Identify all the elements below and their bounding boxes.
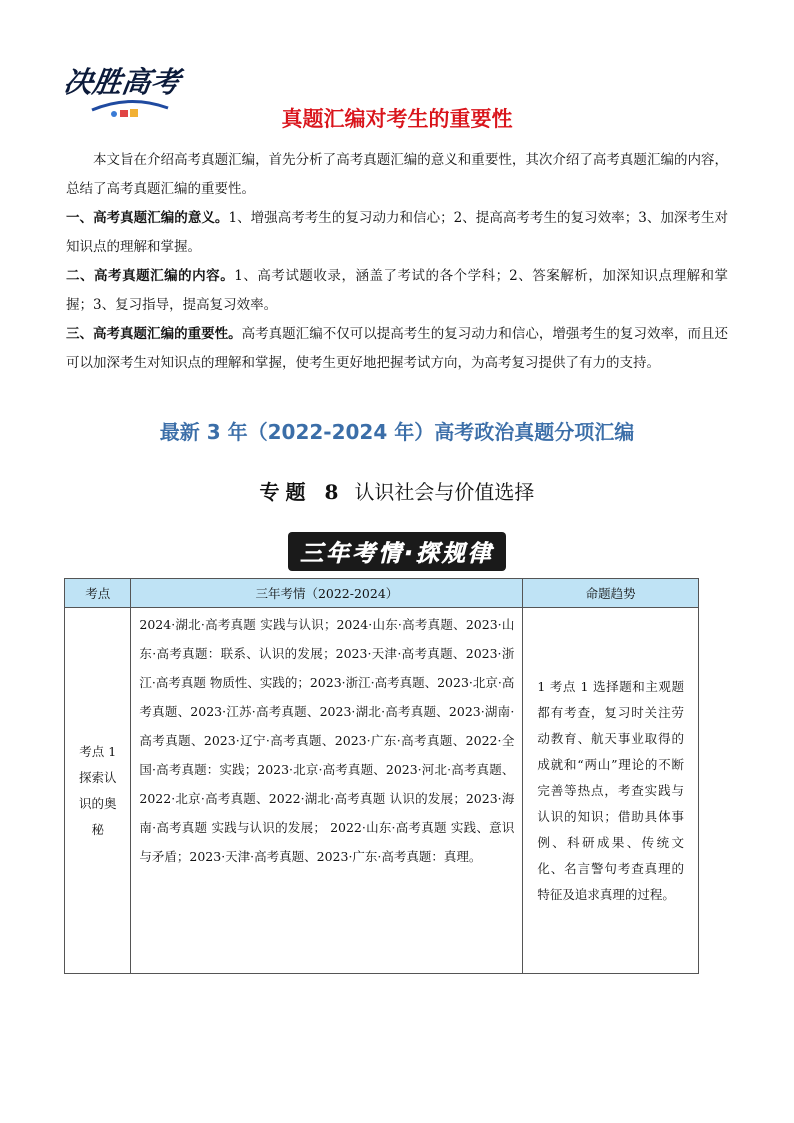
intro-section (66, 146, 728, 378)
header-point: 考点 (65, 579, 131, 608)
cell-trend: 1 考点 1 选择题和主观题都有考查，复习时关注劳动教育、航天事业取得的成就和“两山”理论的不断完善等热点，考查实践与认识的知识；借助具体事例、科研成果、传统文化、名言警句考查真理的特征及追求真理的过程。 (523, 608, 699, 974)
section-heading: 二、高考真题汇编的内容。 (66, 268, 235, 284)
page-title: 真题汇编对考生的重要性 (281, 107, 513, 131)
intro-paragraph: 本文旨在介绍高考真题汇编，首先分析了高考真题汇编的意义和重要性，其次介绍了高考真题汇编的内容，总结了高考真题汇编的重要性。 (66, 152, 728, 197)
section-heading: 三、高考真题汇编的重要性。 (66, 326, 242, 342)
cell-years: 2024·湖北·高考真题 实践与认识；2024·山东·高考真题、2023·山东·高考真题：联系、认识的发展；2023·天津·高考真题、2023·浙江·高考真题 物质性、实践的；2023·浙江·高考真题、2023·北京·高考真题、2023·江苏·高考真题、2023·湖北·高考真题、2023·湖南·高考真题、2023·辽宁·高考真题、2023·广东·高考真题、2022·全国·高考真题：实践；2023·北京·高考真题、2023·河北·高考真题、2022·北京·高考真题、2022·湖北·高考真题 认识的发展；2023·海南·高考真题 实践与认识的发展； 2022·山东·高考真题 实践、意识与矛盾；2023·天津·高考真题、2023·广东·高考真题：真理。 (131, 608, 523, 974)
intro-section-1 (66, 204, 728, 262)
topic-label: 专题 8 (259, 480, 345, 504)
logo-text: 决胜高考 (61, 65, 183, 99)
section-body: 1、高考试题收录，涵盖了考试的各个学科；2、答案解析，加深知识点理解和掌握；3、复习指导，提高复习效率。 (66, 268, 728, 313)
topic-title (0, 476, 794, 505)
section-heading: 一、高考真题汇编的意义。 (66, 210, 229, 226)
section-banner (0, 532, 794, 571)
intro-section-2 (66, 262, 728, 320)
section-body: 高考真题汇编不仅可以提高考生的复习动力和信心，增强考生的复习效率，而且还可以加深考生对知识点的理解和掌握，使考生更好地把握考试方向，为高考复习提供了有力的支持。 (66, 326, 729, 371)
table-header-row (65, 579, 699, 608)
section-body: 1、增强高考考生的复习动力和信心；2、提高高考考生的复习效率；3、加深考生对知识点的理解和掌握。 (66, 210, 728, 255)
exam-trend-table (64, 578, 699, 974)
table-row (65, 608, 699, 974)
header-years: 三年考情（2022-2024） (131, 579, 523, 608)
cell-point: 考点 1 探索认识的奥秘 (65, 608, 131, 974)
intro-section-3 (66, 320, 728, 378)
header-trend: 命题趋势 (523, 579, 699, 608)
topic-name: 认识社会与价值选择 (354, 480, 535, 504)
banner-text: 三年考情·探规律 (288, 532, 506, 571)
compilation-subtitle: 最新 3 年（2022-2024 年）高考政治真题分项汇编 (159, 420, 635, 444)
